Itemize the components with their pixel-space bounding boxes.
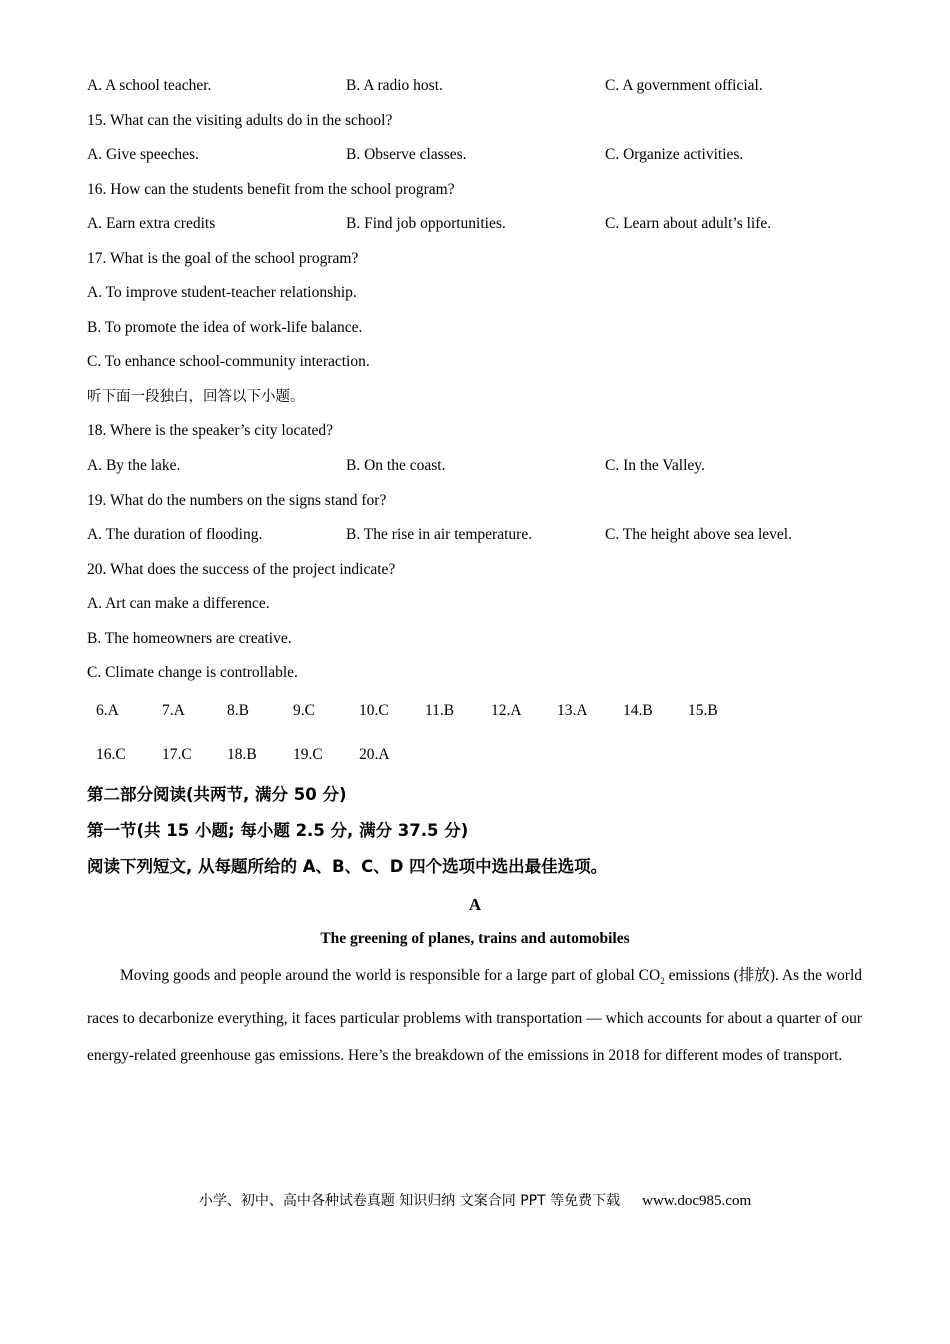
passage-text-start: Moving goods and people around the world is responsible for a large part of global CO [120, 967, 661, 984]
q15-option-a: A. Give speeches. [87, 146, 199, 163]
passage-title: The greening of planes, trains and automobiles [320, 930, 630, 947]
passage-paragraph [87, 957, 862, 1074]
q16-stem: 16. How can the students benefit from the school program? [87, 181, 455, 198]
answer-item: 11.B [425, 702, 455, 719]
answer-item: 16.C [96, 746, 126, 763]
q18-option-b: B. On the coast. [346, 457, 446, 474]
q14-option-a: A. A school teacher. [87, 77, 212, 94]
answer-item: 7.A [162, 702, 185, 719]
q19-stem: 19. What do the numbers on the signs stand for? [87, 492, 387, 509]
answer-item: 18.B [227, 746, 257, 763]
footer-url[interactable]: www.doc985.com [642, 1193, 752, 1209]
answer-item: 19.C [293, 746, 323, 763]
section-subtitle: 第一节(共 15 小题; 每小题 2.5 分, 满分 37.5 分) [87, 821, 469, 840]
footer-text: 小学、初中、高中各种试卷真题 知识归纳 文案合同 PPT 等免费下载 [198, 1193, 621, 1209]
answer-item: 8.B [227, 702, 249, 719]
answer-item: 10.C [359, 702, 389, 719]
answer-item: 9.C [293, 702, 315, 719]
co2-subscript: 2 [660, 976, 665, 987]
q17-option-a: A. To improve student-teacher relationship. [87, 284, 357, 301]
answer-item: 17.C [162, 746, 192, 763]
q17-stem: 17. What is the goal of the school program? [87, 250, 359, 267]
q15-option-c: C. Organize activities. [605, 146, 744, 163]
q16-option-b: B. Find job opportunities. [346, 215, 506, 232]
q20-option-b: B. The homeowners are creative. [87, 630, 292, 647]
q18-stem: 18. Where is the speaker’s city located? [87, 422, 334, 439]
q19-option-a: A. The duration of flooding. [87, 526, 263, 543]
q19-option-c: C. The height above sea level. [605, 526, 792, 543]
q14-option-c: C. A government official. [605, 77, 763, 94]
q18-option-c: C. In the Valley. [605, 457, 705, 474]
q15-option-b: B. Observe classes. [346, 146, 467, 163]
answer-item: 6.A [96, 702, 119, 719]
answer-item: 14.B [623, 702, 653, 719]
answer-item: 13.A [557, 702, 588, 719]
part-title: 第二部分阅读(共两节, 满分 50 分) [87, 785, 347, 804]
q17-option-c: C. To enhance school-community interaction. [87, 353, 370, 370]
q16-option-c: C. Learn about adult’s life. [605, 215, 772, 232]
q20-option-a: A. Art can make a difference. [87, 595, 270, 612]
q18-option-a: A. By the lake. [87, 457, 181, 474]
q15-stem: 15. What can the visiting adults do in the school? [87, 112, 393, 129]
section-directions: 阅读下列短文, 从每题所给的 A、B、C、D 四个选项中选出最佳选项。 [87, 857, 608, 876]
q19-option-b: B. The rise in air temperature. [346, 526, 533, 543]
q17-option-b: B. To promote the idea of work-life balance. [87, 319, 363, 336]
answer-item: 15.B [688, 702, 718, 719]
q16-option-a: A. Earn extra credits [87, 215, 216, 232]
q20-option-c: C. Climate change is controllable. [87, 664, 298, 681]
page-footer [0, 1190, 950, 1210]
q14-option-b: B. A radio host. [346, 77, 443, 94]
passage-label: A [468, 895, 482, 914]
answer-item: 20.A [359, 746, 390, 763]
passage-text-end: emissions (排放). As the world races to decarbonize everything, it faces particular problems with transportation — which accounts for about a quarter of our energy-related greenhouse gas emissions. Here’s the breakdown of the emissions in 2018 for different modes of transport. [87, 967, 862, 1065]
answer-item: 12.A [491, 702, 522, 719]
q20-stem: 20. What does the success of the project indicate? [87, 561, 396, 578]
listening-instruction: 听下面一段独白，回答以下小题。 [87, 389, 305, 405]
